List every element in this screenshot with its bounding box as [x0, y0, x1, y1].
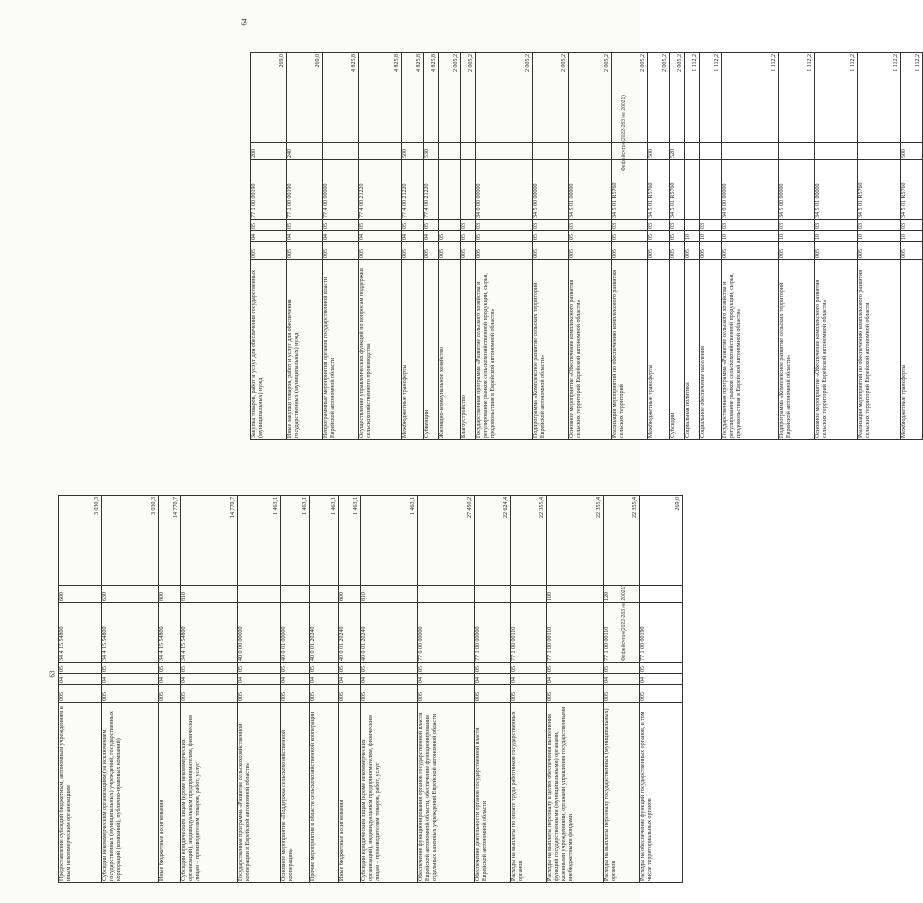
ministry-code: 005	[547, 685, 604, 703]
section-code: 05	[476, 231, 533, 242]
table-row	[102, 496, 159, 883]
row-name: Межбюджетные трансферты	[402, 260, 424, 440]
target-article-code: 40 0 00 00000	[238, 603, 281, 663]
subsection-code: 05	[604, 663, 640, 674]
target-article-code: 77 1 00 00000	[475, 603, 511, 663]
target-article-code: 77 1 00 00190	[287, 160, 323, 220]
table-row	[439, 53, 461, 440]
target-article-code: 77 4 00 21220	[402, 160, 424, 220]
row-name: Иные бюджетные ассигнования	[159, 703, 181, 883]
page-number: 64	[240, 18, 249, 26]
section-code: 10	[779, 231, 815, 242]
subsection-code: 05	[339, 663, 361, 674]
section-code: 10	[722, 231, 779, 242]
ministry-code: 005	[722, 242, 779, 260]
section-code: 04	[181, 674, 238, 685]
expense-type-code: 100	[547, 586, 604, 603]
amount: 269,0	[640, 496, 683, 586]
subsection-code: 05	[159, 663, 181, 674]
expense-type-code: 500	[901, 143, 923, 160]
expense-type-code	[700, 143, 722, 160]
row-name: Субсидии некоммерческим организациям (за исключением государственных (муниципальных) учреждений, государственных корпораций (компаний), публично-правовых компаний)	[102, 703, 159, 883]
subsection-code: 05	[418, 663, 475, 674]
table-row	[281, 496, 310, 883]
expense-type-code: 500	[402, 143, 424, 160]
ministry-code: 005	[700, 242, 722, 260]
row-name: Реализация мероприятий по обеспечению комплексного развития сельских территорий Еврейской автономной области	[858, 260, 901, 440]
section-code: 04	[424, 231, 439, 242]
ministry-code: 005	[181, 685, 238, 703]
row-name: Социальное обеспечение населения	[700, 260, 722, 440]
amount: 3 030,3	[59, 496, 102, 586]
row-name: Расходы на выплаты персоналу государственных (муниципальных) органов	[604, 703, 640, 883]
section-code: 04	[159, 674, 181, 685]
table-row	[670, 53, 685, 440]
table-row	[858, 53, 901, 440]
table-row	[476, 53, 533, 440]
amount: 1 112,2	[901, 53, 923, 143]
ministry-code: 005	[281, 685, 310, 703]
section-code: 04	[323, 231, 359, 242]
ministry-code: 005	[323, 242, 359, 260]
target-article-code: 77 1 00 00110	[604, 603, 640, 663]
subsection-code: 03	[815, 220, 858, 231]
subsection-code: 05	[547, 663, 604, 674]
subsection-code: 03	[533, 220, 569, 231]
row-name: Благоустройство	[461, 260, 476, 440]
row-name: Субсидии	[670, 260, 685, 440]
row-name: Реализация мероприятий по обеспечению комплексного развития сельских территорий	[612, 260, 648, 440]
table-row	[310, 496, 339, 883]
row-name: Социальная политика	[685, 260, 700, 440]
target-article-code: 40 0 01 20240	[339, 603, 361, 663]
amount: 2 005,2	[439, 53, 461, 143]
budget-table	[58, 495, 683, 883]
target-article-code	[439, 160, 461, 220]
ministry-code: 005	[858, 242, 901, 260]
target-article-code: 34 5 01 R5760	[901, 160, 923, 220]
row-name: Расходы на выплаты персоналу в целях обеспечения выполнения функций государственными (муниципальными) органами, казенными учреждениями, органами управления государственными внебюджетными фондами	[547, 703, 604, 883]
target-article-code: 77 4 00 21220	[424, 160, 439, 220]
target-article-code: 34 5 01 00000	[815, 160, 858, 220]
row-name: Межбюджетные трансферты	[648, 260, 670, 440]
section-code: 04	[511, 674, 547, 685]
expense-type-code	[439, 143, 461, 160]
section-code: 05	[533, 231, 569, 242]
section-code: 05	[612, 231, 648, 242]
target-article-code: 77 1 00 00110	[547, 603, 604, 663]
subsection-code: 05	[287, 220, 323, 231]
expense-type-code	[612, 143, 648, 160]
subsection-code: 05	[181, 663, 238, 674]
target-article-code: 34 5 01 R5760	[612, 160, 648, 220]
amount: 2 005,2	[569, 53, 612, 143]
target-article-code	[685, 160, 700, 220]
expense-type-code: 600	[59, 586, 102, 603]
ministry-code: 005	[418, 685, 475, 703]
section-code: 04	[402, 231, 424, 242]
section-code: 05	[569, 231, 612, 242]
section-code: 05	[670, 231, 685, 242]
row-name: Прочие мероприятия в области сельскохозяйственной кооперации	[310, 703, 339, 883]
amount: 1 463,1	[361, 496, 418, 586]
expense-type-code	[779, 143, 815, 160]
subsection-code: 05	[359, 220, 402, 231]
table-row	[359, 53, 402, 440]
subsection-code: 05	[475, 663, 511, 674]
section-code: 04	[359, 231, 402, 242]
row-name: Расходы на обеспечение функций государственных органов, в том числе территориальных органов	[640, 703, 683, 883]
table-row	[901, 53, 923, 440]
expense-type-code	[475, 586, 511, 603]
target-article-code	[700, 160, 722, 220]
row-name: Осуществление управленческих функций по вопросам поддержки сельскохозяйственного производства	[359, 260, 402, 440]
row-name: Обеспечение деятельности органов государственной власти Еврейской автономной области	[475, 703, 511, 883]
table-row	[339, 496, 361, 883]
subsection-code: 05	[511, 663, 547, 674]
subsection-code: 05	[402, 220, 424, 231]
target-article-code: 34 5 01 R5760	[670, 160, 685, 220]
row-name: Обеспечение функционирования органов государственной власти Еврейской автономной области, обеспечение функционирования отдельных казенных учреждений Еврейской автономной области	[418, 703, 475, 883]
amount: 4 825,8	[359, 53, 402, 143]
target-article-code: 77 1 00 00190	[251, 160, 287, 220]
row-name: Государственная программа «Развитие сельского хозяйства и регулирование рынков сельскохозяйственной продукции, сырья, продовольствия в Еврейской автономной области»	[476, 260, 533, 440]
amount: 269,0	[251, 53, 287, 143]
amount: 22 355,4	[511, 496, 547, 586]
amount: 2 005,2	[648, 53, 670, 143]
section-code: 10	[700, 231, 722, 242]
section-code: 04	[287, 231, 323, 242]
table-row	[461, 53, 476, 440]
expense-type-code	[281, 586, 310, 603]
table-row	[533, 53, 569, 440]
expense-type-code	[418, 586, 475, 603]
subsection-code: 05	[251, 220, 287, 231]
expense-type-code	[815, 143, 858, 160]
row-name: Субсидии юридическим лицам (кроме некоммерческих организаций), индивидуальным предпринимателям, физическим лицам – производителям товаров, работ, услуг	[181, 703, 238, 883]
row-name: Закупка товаров, работ и услуг для обеспечения государственных (муниципальных) нужд	[251, 260, 287, 440]
expense-type-code: 240	[287, 143, 323, 160]
table-row	[59, 496, 102, 883]
ministry-code: 005	[310, 685, 339, 703]
amount: 4 825,8	[323, 53, 359, 143]
ministry-code: 005	[640, 685, 683, 703]
expense-type-code	[685, 143, 700, 160]
section-code: 04	[547, 674, 604, 685]
subsection-code: 05	[59, 663, 102, 674]
expense-type-code	[359, 143, 402, 160]
subsection-code: 03	[670, 220, 685, 231]
target-article-code: 34 0 00 00000	[722, 160, 779, 220]
amount: 14 770,7	[181, 496, 238, 586]
expense-type-code: 810	[361, 586, 418, 603]
amount: 1 112,2	[858, 53, 901, 143]
row-name: Основное мероприятие «Обеспечение комплексного развития сельских территорий Еврейской автономной области»	[815, 260, 858, 440]
ministry-code: 005	[251, 242, 287, 260]
table-row	[612, 53, 648, 440]
amount: 1 463,1	[281, 496, 310, 586]
target-article-code: 34 5 01 00000	[569, 160, 612, 220]
subsection-code: 05	[424, 220, 439, 231]
ministry-code: 005	[402, 242, 424, 260]
ministry-code: 005	[339, 685, 361, 703]
subsection-code: 03	[461, 220, 476, 231]
target-article-code: 34 4 15 54800	[59, 603, 102, 663]
amount: 22 355,4	[547, 496, 604, 586]
ministry-code: 005	[815, 242, 858, 260]
subsection-code: 03	[779, 220, 815, 231]
target-article-code: 34 4 15 54800	[102, 603, 159, 663]
expense-type-code: 810	[181, 586, 238, 603]
table-row	[722, 53, 779, 440]
target-article-code: 77 4 00 00000	[323, 160, 359, 220]
amount: 4 825,8	[424, 53, 439, 143]
row-name: Расходы на выплаты по оплате труда работников государственных органов	[511, 703, 547, 883]
row-name: Субвенции	[424, 260, 439, 440]
table-row	[700, 53, 722, 440]
table-row	[323, 53, 359, 440]
subsection-code: 03	[648, 220, 670, 231]
section-code: 05	[648, 231, 670, 242]
expense-type-code	[533, 143, 569, 160]
expense-type-code	[858, 143, 901, 160]
amount: 2 005,2	[670, 53, 685, 143]
section-code: 04	[339, 674, 361, 685]
ministry-code: 005	[359, 242, 402, 260]
section-code: 04	[59, 674, 102, 685]
row-name: Основное мероприятие «Поддержка сельскохозяйственной кооперации»	[281, 703, 310, 883]
expense-type-code: 800	[339, 586, 361, 603]
row-name: Субсидии юридическим лицам (кроме некоммерческих организаций), индивидуальным предпринимателям, физическим лицам – производителям товаров, работ, услуг	[361, 703, 418, 883]
section-code: 04	[475, 674, 511, 685]
row-name: Межбюджетные трансферты	[901, 260, 923, 440]
row-name: Подпрограмма «Комплексное развитие сельских территорий Еврейской автономной области»	[533, 260, 569, 440]
amount: 2 005,2	[612, 53, 648, 143]
row-name: Подпрограмма «Комплексное развитие сельских территорий Еврейской автономной области»	[779, 260, 815, 440]
row-name: Иные закупки товаров, работ и услуг для обеспечения государственных (муниципальных) нужд	[287, 260, 323, 440]
section-code: 10	[815, 231, 858, 242]
section-code: 04	[238, 674, 281, 685]
row-name: Жилищно-коммунальное хозяйство	[439, 260, 461, 440]
amount: 1 112,2	[685, 53, 700, 143]
section-code: 04	[310, 674, 339, 685]
target-article-code: 40 0 01 20240	[361, 603, 418, 663]
ministry-code: 005	[361, 685, 418, 703]
target-article-code: 34 5 01 R5760	[648, 160, 670, 220]
section-code: 04	[281, 674, 310, 685]
target-article-code: 34 5 00 00000	[533, 160, 569, 220]
target-article-code: 40 0 01 00000	[281, 603, 310, 663]
amount: 4 825,8	[402, 53, 424, 143]
table-row	[648, 53, 670, 440]
amount: 269,0	[287, 53, 323, 143]
ministry-code: 005	[569, 242, 612, 260]
section-code: 10	[685, 231, 700, 242]
table-row	[181, 496, 238, 883]
section-code: 04	[604, 674, 640, 685]
amount: 2 005,2	[533, 53, 569, 143]
page-stamp: Фефейсчтон(2022-283 не 20021)	[620, 585, 627, 661]
ministry-code: 005	[238, 685, 281, 703]
row-name: Государственная программа «Развитие сельского хозяйства и регулирование рынков сельскохозяйственной продукции, сырья, продовольствия в Еврейской автономной области»	[722, 260, 779, 440]
budget-table	[250, 52, 923, 440]
row-name: Предоставление субсидий бюджетным, автономным учреждениям и иным некоммерческим организациям	[59, 703, 102, 883]
amount: 2 005,2	[461, 53, 476, 143]
subsection-code: 05	[323, 220, 359, 231]
section-code: 04	[251, 231, 287, 242]
page-number: 63	[48, 670, 57, 678]
amount: 1 112,2	[815, 53, 858, 143]
expense-type-code: 500	[648, 143, 670, 160]
subsection-code	[439, 220, 461, 231]
expense-type-code	[310, 586, 339, 603]
subsection-code: 03	[901, 220, 923, 231]
table-row	[779, 53, 815, 440]
expense-type-code: 520	[670, 143, 685, 160]
amount: 1 463,1	[339, 496, 361, 586]
ministry-code: 005	[424, 242, 439, 260]
expense-type-code	[569, 143, 612, 160]
ministry-code: 005	[461, 242, 476, 260]
ministry-code: 005	[648, 242, 670, 260]
amount: 2 005,2	[476, 53, 533, 143]
table-row	[159, 496, 181, 883]
row-name: Государственная программа «Развитие сельскохозяйственной кооперации в Еврейской автономной области»	[238, 703, 281, 883]
table-row	[361, 496, 418, 883]
ministry-code: 005	[159, 685, 181, 703]
table-row	[815, 53, 858, 440]
subsection-code: 05	[310, 663, 339, 674]
ministry-code: 005	[901, 242, 923, 260]
amount: 14 770,7	[159, 496, 181, 586]
target-article-code: 34 5 00 00000	[779, 160, 815, 220]
target-article-code: 34 5 01 R5760	[858, 160, 901, 220]
ministry-code: 005	[475, 685, 511, 703]
amount: 1 463,1	[310, 496, 339, 586]
amount: 1 463,1	[238, 496, 281, 586]
subsection-code: 03	[612, 220, 648, 231]
subsection-code: 05	[361, 663, 418, 674]
table-row	[685, 53, 700, 440]
page-stamp: Фефейсчтон(2022-283 не 20021)	[620, 95, 627, 171]
ministry-code: 005	[511, 685, 547, 703]
ministry-code: 005	[102, 685, 159, 703]
table-row	[418, 496, 475, 883]
ministry-code: 005	[59, 685, 102, 703]
target-article-code: 77 1 00 00110	[511, 603, 547, 663]
ministry-code: 005	[476, 242, 533, 260]
section-code: 05	[461, 231, 476, 242]
amount: 1 112,2	[779, 53, 815, 143]
subsection-code	[685, 220, 700, 231]
table-row	[475, 496, 511, 883]
target-article-code: 77 0 00 00000	[418, 603, 475, 663]
table-row	[424, 53, 439, 440]
section-code: 10	[858, 231, 901, 242]
target-article-code: 77 1 00 00190	[640, 603, 683, 663]
subsection-code: 03	[569, 220, 612, 231]
section-code: 04	[640, 674, 683, 685]
target-article-code: 77 4 00 21220	[359, 160, 402, 220]
amount: 3 030,3	[102, 496, 159, 586]
ministry-code: 005	[604, 685, 640, 703]
ministry-code: 005	[779, 242, 815, 260]
table-row	[511, 496, 547, 883]
subsection-code: 03	[700, 220, 722, 231]
expense-type-code	[476, 143, 533, 160]
subsection-code: 03	[722, 220, 779, 231]
subsection-code: 03	[476, 220, 533, 231]
ministry-code: 005	[612, 242, 648, 260]
amount: 1 112,2	[722, 53, 779, 143]
table-row	[569, 53, 612, 440]
section-code: 04	[361, 674, 418, 685]
target-article-code: 40 0 01 20240	[310, 603, 339, 663]
table-row	[402, 53, 424, 440]
expense-type-code	[511, 586, 547, 603]
table-row	[547, 496, 604, 883]
target-article-code: 34 4 15 54800	[181, 603, 238, 663]
table-row	[604, 496, 640, 883]
row-name: Иные бюджетные ассигнования	[339, 703, 361, 883]
section-code: 05	[439, 231, 461, 242]
row-name: Основное мероприятие «Обеспечение комплексного развития сельских территорий Еврейской автономной области»	[569, 260, 612, 440]
section-code: 04	[418, 674, 475, 685]
expense-type-code: 630	[102, 586, 159, 603]
expense-type-code	[640, 586, 683, 603]
expense-type-code	[461, 143, 476, 160]
expense-type-code: 530	[424, 143, 439, 160]
target-article-code: 34 4 15 54800	[159, 603, 181, 663]
expense-type-code: 120	[604, 586, 640, 603]
ministry-code: 005	[670, 242, 685, 260]
expense-type-code	[722, 143, 779, 160]
ministry-code: 005	[287, 242, 323, 260]
amount: 1 112,2	[700, 53, 722, 143]
row-name: Непрограммные мероприятия органов государственной власти Еврейской автономной области	[323, 260, 359, 440]
table-row	[238, 496, 281, 883]
expense-type-code	[238, 586, 281, 603]
ministry-code: 005	[439, 242, 461, 260]
expense-type-code: 800	[159, 586, 181, 603]
subsection-code: 05	[102, 663, 159, 674]
amount: 27 450,2	[418, 496, 475, 586]
target-article-code: 34 0 00 00000	[476, 160, 533, 220]
subsection-code: 05	[640, 663, 683, 674]
section-code: 10	[901, 231, 923, 242]
section-code: 04	[102, 674, 159, 685]
table-row	[251, 53, 287, 440]
expense-type-code	[323, 143, 359, 160]
target-article-code	[461, 160, 476, 220]
ministry-code: 005	[685, 242, 700, 260]
subsection-code: 05	[281, 663, 310, 674]
subsection-code: 03	[858, 220, 901, 231]
expense-type-code: 200	[251, 143, 287, 160]
table-row	[640, 496, 683, 883]
ministry-code: 005	[533, 242, 569, 260]
amount: 22 355,4	[604, 496, 640, 586]
table-row	[287, 53, 323, 440]
amount: 22 624,4	[475, 496, 511, 586]
subsection-code: 05	[238, 663, 281, 674]
